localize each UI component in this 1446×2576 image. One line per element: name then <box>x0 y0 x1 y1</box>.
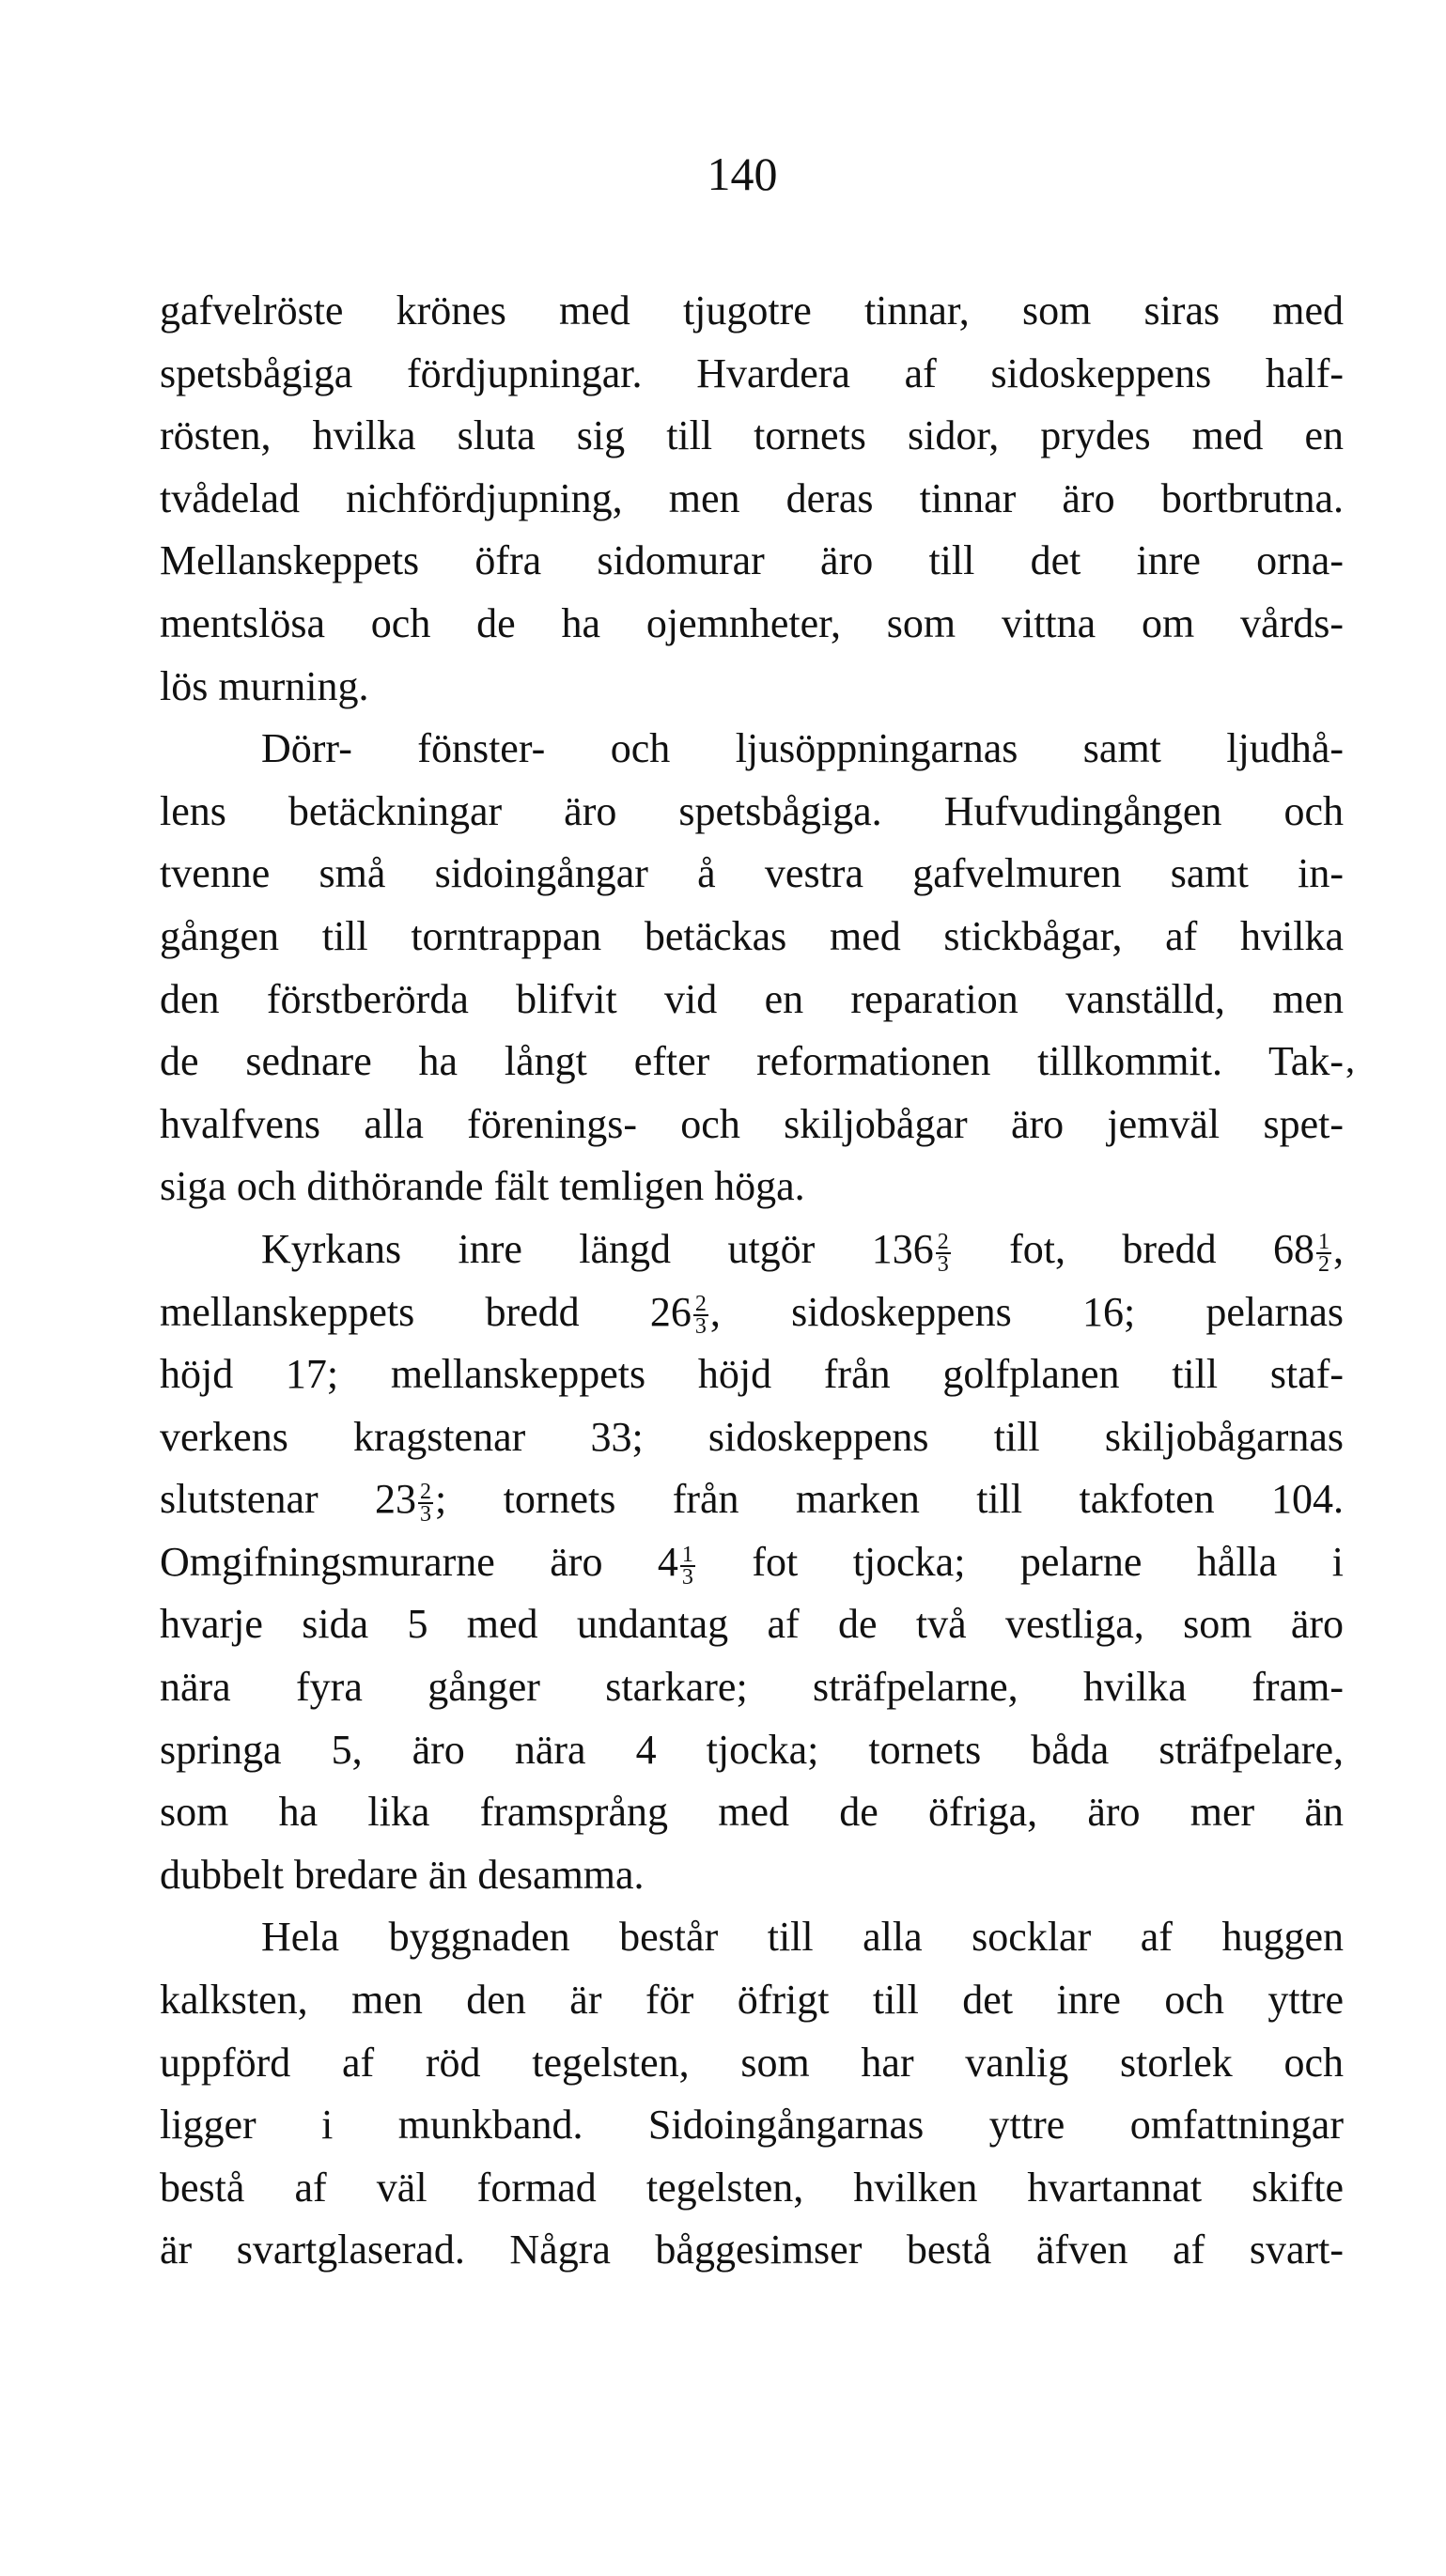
text-line: spetsbågiga fördjupningar. Hvardera af sidoskeppens half- <box>160 349 1344 396</box>
fraction: $\frac{2}{3}$ <box>420 1480 431 1528</box>
text-line: gången till torntrappan betäckas med stickbågar, af hvilka <box>160 912 1344 959</box>
text-line: rösten, hvilka sluta sig till tornets sidor, prydes med en <box>160 412 1344 459</box>
text-line: höjd 17; mellanskeppets höjd från golfplanen till staf- <box>160 1351 1344 1398</box>
text-line: verkens kragstenar 33; sidoskeppens till skiljobågarnas <box>160 1413 1344 1460</box>
text-line: bestå af väl formad tegelsten, hvilken hvartannat skifte <box>160 2164 1344 2211</box>
text-line: lös murning. <box>160 662 369 709</box>
text-line: Kyrkans inre längd utgör 136 $\frac{2}{3}$ fot, bredd 68 $\frac{1}{2}$ , <box>261 1225 1344 1277</box>
fraction: $\frac{1}{3}$ <box>681 1542 693 1590</box>
text-line: siga och dithörande fält temligen höga. <box>160 1163 805 1210</box>
fraction: $\frac{2}{3}$ <box>694 1292 707 1340</box>
text-line: den förstberörda blifvit vid en reparation vanställd, men <box>160 975 1344 1022</box>
text-line: springa 5, äro nära 4 tjocka; tornets båda sträfpelare, <box>160 1726 1344 1773</box>
margin-mark: , <box>1345 1038 1355 1080</box>
text-line: lens betäckningar äro spetsbågiga. Hufvudingången och <box>160 787 1344 834</box>
text-line: nära fyra gånger starkare; sträfpelarne, hvilka fram- <box>160 1664 1344 1711</box>
text-line: mentslösa och de ha ojemnheter, som vittna om vårds- <box>160 599 1344 646</box>
text-line: mellanskeppets bredd 26 $\frac{2}{3}$ , sidoskeppens 16; pelarnas <box>160 1288 1344 1340</box>
text-line: ligger i munkband. Sidoingångarnas yttre omfattningar <box>160 2102 1344 2149</box>
fraction: $\frac{2}{3}$ <box>937 1229 949 1277</box>
page-number: 140 <box>707 147 778 200</box>
text-line: är svartglaserad. Några båggesimser bestå äfven af svart- <box>160 2227 1344 2273</box>
text-line: hvalfvens alla förenings- och skiljobågar äro jemväl spet- <box>160 1100 1344 1147</box>
fraction: $\frac{1}{2}$ <box>1318 1229 1329 1277</box>
text-line: kalksten, men den är för öfrigt till det inre och yttre <box>160 1977 1344 2024</box>
text-line: Hela byggnaden består till alla socklar af huggen <box>261 1914 1344 1961</box>
text-line: som ha lika framsprång med de öfriga, äro mer än <box>160 1789 1344 1836</box>
text-line: Dörr- fönster- och ljusöppningarnas samt ljudhå- <box>261 725 1344 772</box>
text-line: tvådelad nichfördjupning, men deras tinnar äro bortbrutna. <box>160 474 1344 521</box>
body-text <box>160 280 1344 2282</box>
text-line: uppförd af röd tegelsten, som har vanlig storlek och <box>160 2039 1344 2086</box>
text-line: slutstenar 23 $\frac{2}{3}$ ; tornets från marken till takfoten 104. <box>160 1476 1344 1528</box>
text-line: hvarje sida 5 med undantag af de två vestliga, som äro <box>160 1601 1344 1648</box>
text-line: de sednare ha långt efter reformationen tillkommit. Tak- <box>160 1038 1344 1085</box>
text-line: gafvelröste krönes med tjugotre tinnar, som siras med <box>160 287 1344 334</box>
text-line: dubbelt bredare än desamma. <box>160 1851 645 1898</box>
text-line: Mellanskeppets öfra sidomurar äro till det inre orna- <box>160 537 1344 584</box>
text-line: Omgifningsmurarne äro 4 $\frac{1}{3}$ fot tjocka; pelarne hålla i <box>160 1538 1344 1590</box>
text-line: tvenne små sidoingångar å vestra gafvelmuren samt in- <box>160 850 1344 897</box>
